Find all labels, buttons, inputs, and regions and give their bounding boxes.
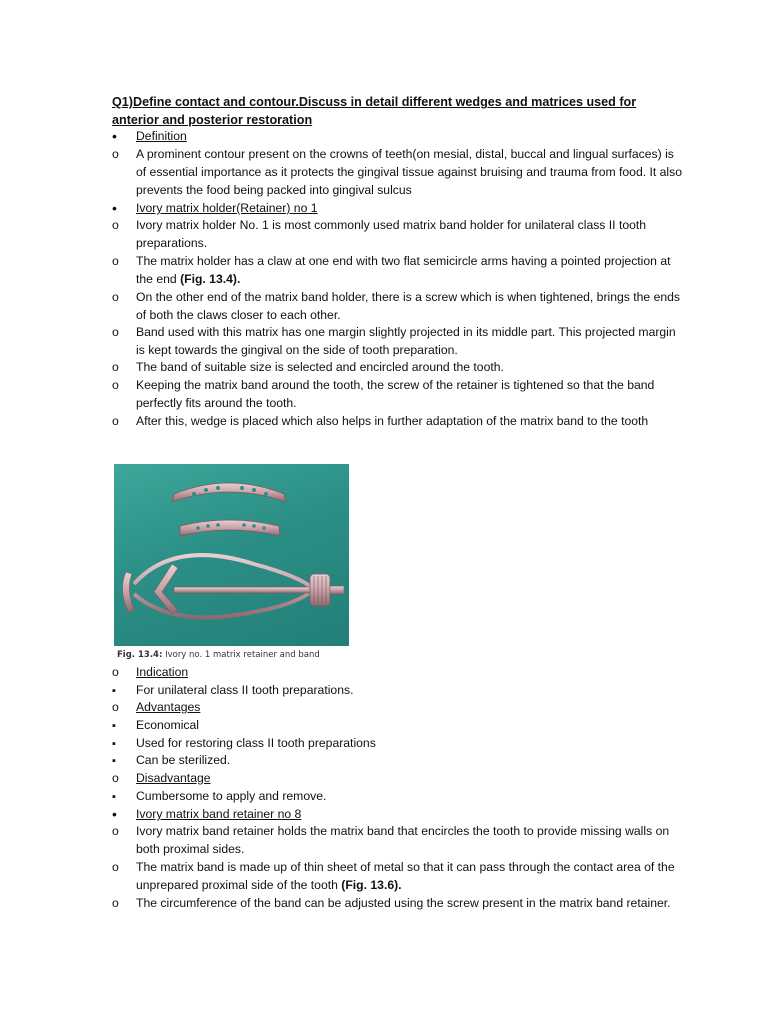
ivory1-point: After this, wedge is placed which also helps in further adaptation of the matrix band to the tooth bbox=[136, 414, 649, 428]
circle-bullet-icon bbox=[112, 359, 130, 377]
advantage-item: Economical bbox=[136, 718, 199, 732]
square-bullet-icon bbox=[112, 717, 130, 736]
circle-bullet-icon bbox=[112, 324, 130, 342]
retainer-claw bbox=[122, 572, 134, 612]
ivory1-point: On the other end of the matrix band holder, there is a screw which is when tightened, brings the ends of both the claws closer to each other. bbox=[136, 290, 681, 322]
ivory8-point bbox=[136, 859, 684, 895]
indication-item: For unilateral class II tooth preparations. bbox=[136, 683, 354, 697]
matrix-retainer-illustration bbox=[114, 464, 349, 646]
advantages-label: Advantages bbox=[136, 700, 201, 714]
square-bullet-icon bbox=[112, 682, 130, 701]
disadvantage-label: Disadvantage bbox=[136, 771, 211, 785]
ivory8-label: Ivory matrix band retainer no 8 bbox=[136, 807, 302, 821]
figure-caption-text: Ivory no. 1 matrix retainer and band bbox=[162, 650, 320, 660]
figure-reference: (Fig. 13.4). bbox=[180, 271, 241, 286]
ivory-matrix-photo bbox=[114, 464, 349, 646]
circle-bullet-icon bbox=[112, 895, 130, 913]
circle-bullet-icon bbox=[112, 377, 130, 395]
bullet-icon bbox=[112, 806, 130, 825]
circle-bullet-icon bbox=[112, 823, 130, 841]
circle-bullet-icon bbox=[112, 289, 130, 307]
ivory1-point: Band used with this matrix has one margin slightly projected in its middle part. This projected margin is kept towards the gingival on the side of tooth preparation. bbox=[136, 325, 676, 357]
circle-bullet-icon bbox=[112, 413, 130, 431]
ivory1-label: Ivory matrix holder(Retainer) no 1 bbox=[136, 201, 318, 215]
ivory1-point: Ivory matrix holder No. 1 is most commonly used matrix band holder for unilateral class II tooth preparations. bbox=[136, 218, 647, 250]
ivory1-point: Keeping the matrix band around the tooth, the screw of the retainer is tightened so that the band perfectly fits around the tooth. bbox=[136, 378, 655, 410]
retainer-shaft bbox=[174, 587, 314, 593]
definition-label: Definition bbox=[136, 129, 187, 143]
matrix-band-upper bbox=[172, 483, 286, 502]
advantage-item: Used for restoring class II tooth preparations bbox=[136, 736, 376, 750]
circle-bullet-icon bbox=[112, 217, 130, 235]
figure-caption-label: Fig. 13.4: bbox=[117, 650, 163, 660]
ivory1-point: The band of suitable size is selected and encircled around the tooth. bbox=[136, 360, 504, 374]
question-heading: Q1)Define contact and contour.Discuss in detail different wedges and matrices used for anterior and posterior restoration bbox=[112, 95, 637, 127]
bullet-icon bbox=[112, 128, 130, 147]
screw-tip bbox=[330, 586, 344, 594]
figure-reference: (Fig. 13.6). bbox=[341, 877, 402, 892]
disadvantage-item: Cumbersome to apply and remove. bbox=[136, 789, 327, 803]
screw-knob bbox=[310, 574, 330, 606]
square-bullet-icon bbox=[112, 752, 130, 771]
ivory1-point-text: The matrix holder has a claw at one end with two flat semicircle arms having a pointed projection at the end bbox=[136, 254, 671, 286]
indication-label: Indication bbox=[136, 665, 189, 679]
figure-caption bbox=[117, 650, 320, 660]
bullet-icon bbox=[112, 200, 130, 219]
ivory8-point: Ivory matrix band retainer holds the matrix band that encircles the tooth to provide missing walls on both proximal sides. bbox=[136, 824, 670, 856]
square-bullet-icon bbox=[112, 735, 130, 754]
circle-bullet-icon bbox=[112, 699, 130, 717]
circle-bullet-icon bbox=[112, 253, 130, 271]
advantage-item: Can be sterilized. bbox=[136, 753, 231, 767]
square-bullet-icon bbox=[112, 788, 130, 807]
circle-bullet-icon bbox=[112, 146, 130, 164]
ivory8-point: The circumference of the band can be adjusted using the screw present in the matrix band retainer. bbox=[136, 896, 671, 910]
circle-bullet-icon bbox=[112, 859, 130, 877]
definition-text: A prominent contour present on the crowns of teeth(on mesial, distal, buccal and lingual surfaces) is of essential importance as it protects the gingival tissue against bruising and trauma from food. It also prevents the food being packed into gingival sulcus bbox=[136, 147, 683, 197]
circle-bullet-icon bbox=[112, 664, 130, 682]
circle-bullet-icon bbox=[112, 770, 130, 788]
ivory8-point-text: The matrix band is made up of thin sheet of metal so that it can pass through the contact area of the unprepared proximal side of the tooth bbox=[136, 860, 675, 892]
ivory1-point bbox=[136, 253, 684, 289]
